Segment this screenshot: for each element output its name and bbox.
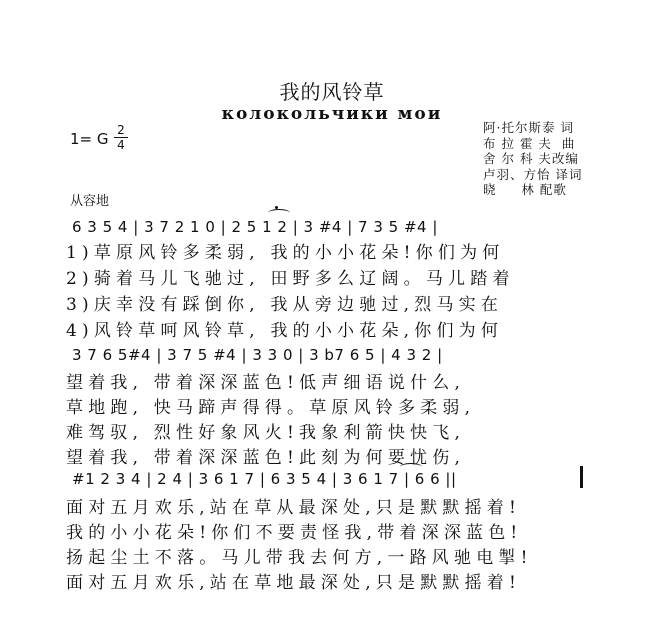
credit-lyricist: 阿·托尔斯泰 词 (483, 120, 574, 135)
tempo-marking: 从容地 (70, 194, 110, 209)
lyric-line-1-verse-4: 4)风铃草呵风铃草, 我的小小花朵,你们为何 (66, 321, 504, 341)
key-signature: 1= G (70, 130, 109, 148)
slur-mark (268, 209, 290, 217)
notation-line-3: #1 2 3 4 | 2 4 | 3 6 1 7 | 6 3 5 4 | 3 6 1 7 | 6 6 || (72, 470, 457, 488)
notation-line-1: 6 3 5 4 | 3 7 2 1 0 | 2 5 1 2 | 3 #4 | 7 3 5 #4 | (72, 218, 438, 236)
lyric-line-1-verse-2: 2)骑着马儿飞驰过, 田野多么辽阔。马儿踏着 (66, 269, 515, 289)
lyric-line-3-verse-3: 扬起尘土不落。马儿带我去何方,一路风驰电掣! (66, 548, 533, 568)
lyric-line-1-verse-3: 3)庆幸没有踩倒你, 我从旁边驰过,烈马实在 (66, 295, 504, 315)
lyric-line-3-verse-1: 面对五月欢乐,站在草从最深处,只是默默摇着! (66, 498, 522, 518)
high-octave-dot (275, 206, 278, 209)
time-signature-top: 2 (117, 123, 125, 137)
credit-translators: 卢羽、方怡 译词 (483, 166, 583, 182)
lyric-line-2-verse-3: 难驾驭, 烈性好象风火!我象利箭快快飞, (66, 423, 466, 443)
lyric-line-2-verse-2: 草地跑, 快马蹄声得得。草原风铃多柔弱, (66, 398, 476, 418)
credit-lyric-adapter: 晓 林 配歌 (483, 182, 567, 197)
lyric-line-3-verse-4: 面对五月欢乐,站在草地最深处,只是默默摇着! (66, 573, 522, 593)
credits-block (483, 120, 582, 198)
song-title: 我的风铃草 (279, 80, 385, 104)
song-subtitle: колокольчики мои (221, 104, 443, 124)
credit-composer: 布 拉 霍 夫 曲 (483, 135, 576, 151)
slur-mark (400, 463, 422, 471)
final-barline (580, 466, 583, 488)
lyric-line-2-verse-1: 望着我, 带着深深蓝色!低声细语说什么, (66, 373, 466, 393)
notation-line-2: 3 7 6 5#4 | 3 7 5 #4 | 3 3 0 | 3 b7 6 5 | 4 3 2 | (72, 346, 443, 364)
time-signature-bottom: 4 (117, 138, 125, 152)
time-signature (114, 124, 128, 151)
lyric-line-1-verse-1: 1)草原风铃多柔弱, 我的小小花朵!你们为何 (66, 243, 505, 263)
credit-arranger: 舍 尔 科 夫改编 (483, 151, 579, 166)
lyric-line-3-verse-2: 我的小小花朵!你们不要责怪我,带着深深蓝色! (66, 523, 523, 543)
lyric-line-2-verse-4: 望着我, 带着深深蓝色!此刻为何要忧伤, (66, 448, 466, 468)
